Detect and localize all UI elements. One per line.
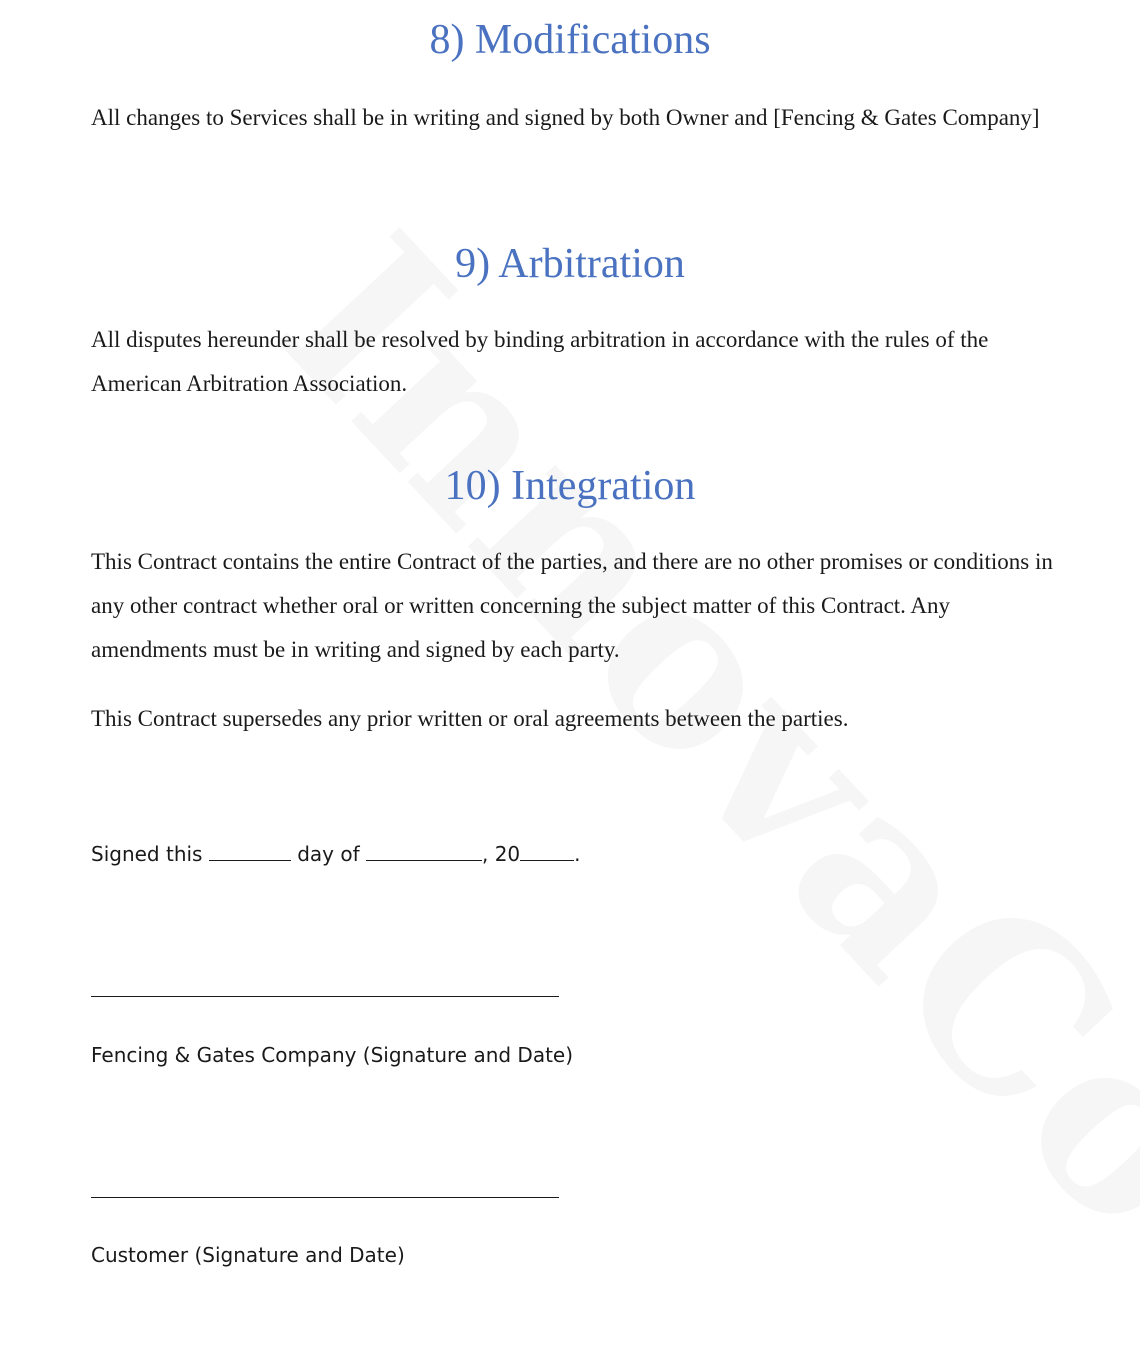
signed-this-label: Signed this bbox=[91, 842, 203, 866]
paragraph-arbitration: All disputes hereunder shall be resolved by binding arbitration in accordance with the rules of the American Arbitration Association. bbox=[91, 327, 989, 396]
company-signature-label: Fencing & Gates Company (Signature and Date) bbox=[91, 1043, 574, 1067]
customer-signature-label: Customer (Signature and Date) bbox=[91, 1243, 405, 1267]
signing-date-line bbox=[91, 842, 581, 866]
month-blank[interactable] bbox=[366, 842, 482, 861]
paragraph-integration-1: This Contract contains the entire Contract of the parties, and there are no other promises or conditions in any other contract whether oral or written concerning the subject matter of this Contract. Any amendments must be in writing and signed by each party. bbox=[91, 549, 1053, 662]
heading-modifications: 8) Modifications bbox=[429, 17, 711, 63]
day-blank[interactable] bbox=[209, 842, 291, 861]
year-blank[interactable] bbox=[520, 842, 574, 861]
heading-integration: 10) Integration bbox=[444, 463, 696, 509]
paragraph-integration-2: This Contract supersedes any prior written or oral agreements between the parties. bbox=[91, 706, 849, 731]
paragraph-modifications: All changes to Services shall be in writing and signed by both Owner and [Fencing & Gates Company] bbox=[91, 105, 1040, 130]
company-signature-line[interactable] bbox=[91, 996, 559, 997]
customer-signature-line[interactable] bbox=[91, 1197, 559, 1198]
year-prefix-label: , 20 bbox=[481, 842, 521, 866]
heading-arbitration: 9) Arbitration bbox=[455, 241, 685, 287]
day-of-label: day of bbox=[297, 842, 360, 866]
date-end-label: . bbox=[574, 842, 581, 866]
